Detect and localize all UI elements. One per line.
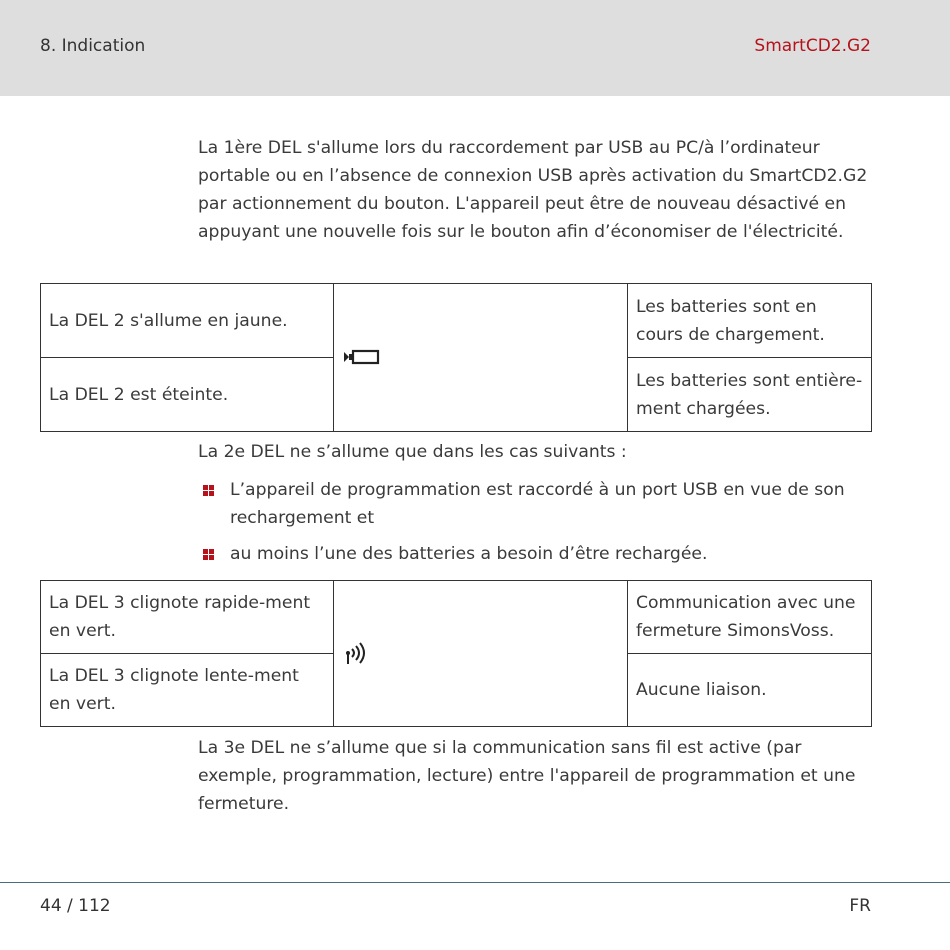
wireless-signal-icon (342, 641, 619, 667)
led2-paragraph: La 2e DEL ne s’allume que dans les cas suivants : (198, 442, 627, 462)
led2-conditions-list (198, 476, 878, 576)
bullet-icon (203, 549, 214, 560)
led-meaning-cell: Communication avec une fermeture SimonsVoss. (628, 581, 872, 654)
chapter-title: 8. Indication (40, 36, 146, 56)
led-meaning-cell: Les batteries sont entière-ment chargées. (628, 358, 872, 432)
led-meaning-cell: Les batteries sont en cours de chargement. (628, 284, 872, 358)
table-row (41, 581, 872, 654)
led3-table (40, 580, 872, 727)
intro-paragraph: La 1ère DEL s'allume lors du raccordement par USB au PC/à l’ordinateur portable ou en l’absence de connexion USB après activation du SmartCD2.G2 par actionnement du bouton. L'appareil peut être de nouveau désactivé en appuyant une nouvelle fois sur le bouton afin d’économiser de l'électricité. (198, 138, 868, 242)
led-state-cell: La DEL 3 clignote rapide-ment en vert. (41, 581, 334, 654)
footer-divider (0, 882, 950, 883)
led-meaning-cell: Aucune liaison. (628, 654, 872, 727)
led-icon-cell (334, 284, 628, 432)
bullet-icon (203, 485, 214, 496)
led-state-cell: La DEL 3 clignote lente-ment en vert. (41, 654, 334, 727)
list-item-text: L’appareil de programmation est raccordé à un port USB en vue de son rechargement et (230, 480, 845, 528)
led-icon-cell (334, 581, 628, 727)
page-number: 44 / 112 (40, 896, 111, 916)
list-item (198, 476, 878, 532)
list-item-text: au moins l’une des batteries a besoin d’être rechargée. (230, 544, 708, 564)
product-name: SmartCD2.G2 (754, 36, 871, 56)
led-state-cell: La DEL 2 est éteinte. (41, 358, 334, 432)
language-code: FR (849, 896, 871, 916)
table-row (41, 284, 872, 358)
led3-paragraph: La 3e DEL ne s’allume que si la communication sans fil est active (par exemple, programmation, lecture) entre l'appareil de programmation et une fermeture. (198, 738, 856, 814)
battery-charging-icon (342, 348, 619, 368)
led2-table (40, 283, 872, 432)
page-header (0, 0, 950, 96)
led-state-cell: La DEL 2 s'allume en jaune. (41, 284, 334, 358)
list-item (198, 540, 878, 568)
